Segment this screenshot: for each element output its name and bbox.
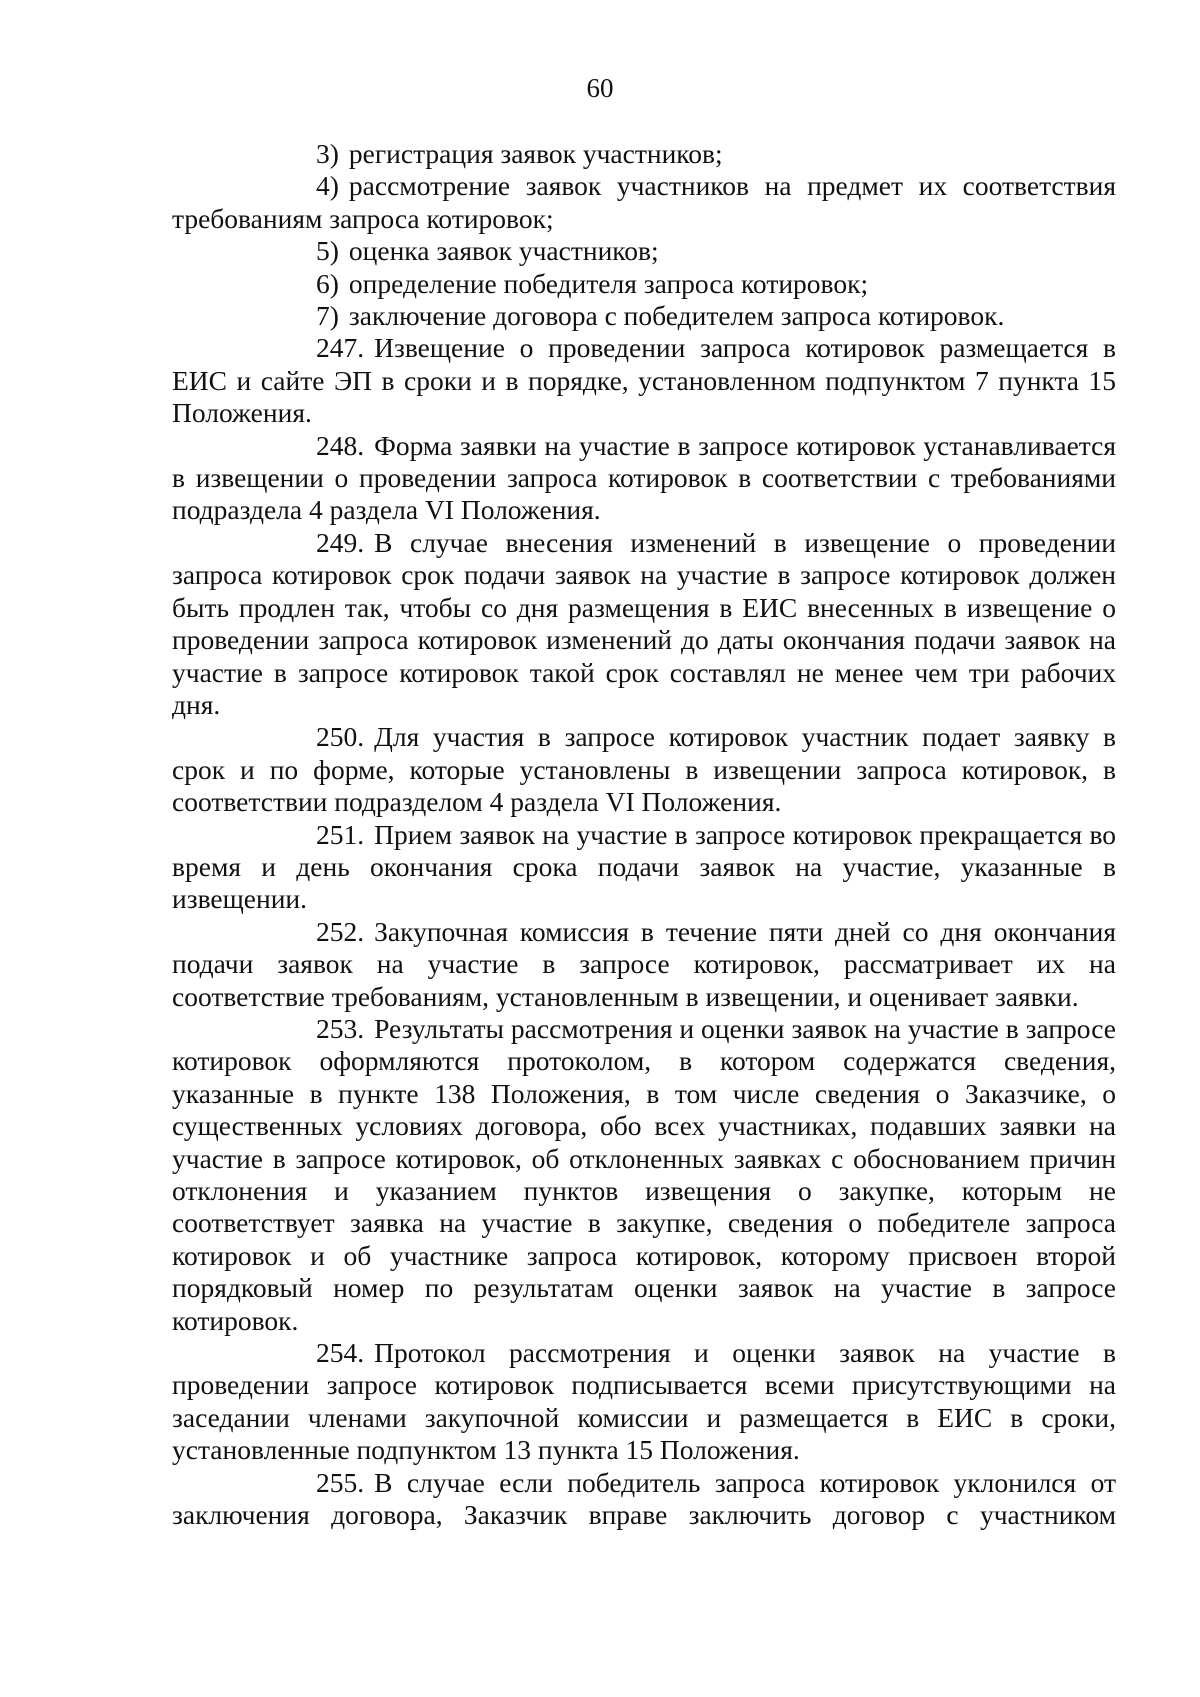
document-body	[172, 138, 1116, 1531]
list-item-text: оценка заявок участников;	[348, 235, 659, 267]
clause-paragraph	[172, 430, 1116, 527]
clause-paragraph	[172, 721, 1116, 818]
clause-text: Результаты рассмотрения и оценки заявок на участие в запросе котировок оформляются протоколом, в котором содержатся сведения, указанные в пункте 138 Положения, в том числе сведения о Заказчике, о существенных условиях договора, обо всех участниках, подавших заявки на участие в запросе котировок, об отклоненных заявках с обоснованием причин отклонения и указанием пунктов извещения о закупке, которым не соответствует заявка на участие в закупке, сведения о победителе запроса котировок и об участнике запроса котировок, которому присвоен второй порядковый номер по результатам оценки заявок на участие в запросе котировок.	[172, 1012, 1116, 1336]
clause-text: Извещение о проведении запроса котировок размещается в ЕИС и сайте ЭП в сроки и в порядке, установленном подпунктом 7 пункта 15 Положения.	[172, 332, 1116, 429]
list-item	[172, 235, 1116, 267]
clause-number: 249.	[316, 526, 365, 558]
list-item-number: 3)	[316, 138, 339, 169]
list-item-text: рассмотрение заявок участников на предмет их соответствия требованиям запроса котировок;	[172, 170, 1116, 234]
list-item	[172, 138, 1116, 170]
clause-paragraph	[172, 1013, 1116, 1337]
clause-text: Для участия в запросе котировок участник подает заявку в срок и по форме, которые установлены в извещении запроса котировок, в соответствии подразделом 4 раздела VI Положения.	[172, 721, 1116, 818]
clause-number: 253.	[316, 1012, 365, 1044]
page-number: 60	[586, 73, 614, 103]
list-item-text: определение победителя запроса котировок;	[348, 267, 869, 299]
clause-number: 252.	[316, 915, 365, 947]
list-item	[172, 268, 1116, 300]
clause-text: Закупочная комиссия в течение пяти дней со дня окончания подачи заявок на участие в запросе котировок, рассматривает их на соответствие требованиям, установленным в извещении, и оценивает заявки.	[172, 915, 1116, 1012]
list-item	[172, 170, 1116, 235]
list-item-text: регистрация заявок участников;	[348, 138, 723, 169]
clause-number: 250.	[316, 721, 365, 753]
clause-paragraph	[172, 819, 1116, 916]
list-item-number: 4)	[316, 170, 339, 202]
clause-text: Форма заявки на участие в запросе котировок устанавливается в извещении о проведении запроса котировок в соответствии с требованиями подраздела 4 раздела VI Положения.	[172, 429, 1116, 526]
list-item	[172, 300, 1116, 332]
list-item-number: 6)	[316, 267, 339, 299]
clause-number: 254.	[316, 1337, 365, 1369]
list-item-number: 5)	[316, 235, 339, 267]
clause-number: 251.	[316, 818, 365, 850]
clause-number: 255.	[316, 1466, 365, 1498]
clause-paragraph	[172, 1467, 1116, 1532]
clause-text: Прием заявок на участие в запросе котировок прекращается во время и день окончания срока подачи заявок на участие, указанные в извещении.	[172, 818, 1116, 915]
clause-paragraph	[172, 332, 1116, 429]
clause-paragraph	[172, 527, 1116, 721]
clause-paragraph	[172, 1337, 1116, 1467]
clause-text: Протокол рассмотрения и оценки заявок на участие в проведении запросе котировок подписывается всеми присутствующими на заседании членами закупочной комиссии и размещается в ЕИС в сроки, установленные подпунктом 13 пункта 15 Положения.	[172, 1337, 1116, 1466]
list-item-number: 7)	[316, 300, 339, 332]
clause-number: 247.	[316, 332, 365, 364]
clause-text: В случае внесения изменений в извещение о проведении запроса котировок срок подачи заявок на участие в запросе котировок должен быть продлен так, чтобы со дня размещения в ЕИС внесенных в извещение о проведении запроса котировок изменений до даты окончания подачи заявок на участие в запросе котировок такой срок составлял не менее чем три рабочих дня.	[172, 526, 1116, 720]
clause-number: 248.	[316, 429, 365, 461]
list-item-text: заключение договора с победителем запроса котировок.	[348, 300, 1005, 332]
clause-text: В случае если победитель запроса котировок уклонился от заключения договора, Заказчик вправе заключить договор с участником	[172, 1466, 1116, 1531]
clause-paragraph	[172, 916, 1116, 1013]
